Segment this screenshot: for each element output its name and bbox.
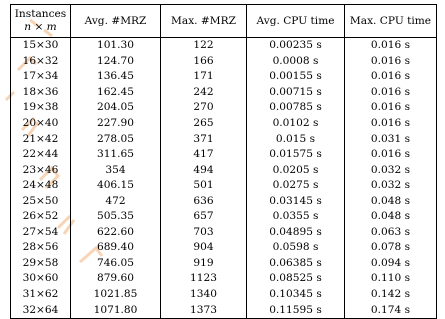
max-cpu-cell: 0.016 s [345, 100, 437, 116]
max-cpu-cell: 0.016 s [345, 38, 437, 54]
table-row [11, 302, 437, 318]
max-mrz-cell: 242 [161, 85, 247, 101]
max-mrz-cell: 501 [161, 178, 247, 194]
table-row [11, 193, 437, 209]
avg-mrz-cell: 354 [71, 162, 161, 178]
max-cpu-cell: 0.016 s [345, 69, 437, 85]
max-cpu-cell: 0.174 s [345, 302, 437, 318]
avg-cpu-cell: 0.015 s [247, 131, 345, 147]
avg-mrz-cell: 505.35 [71, 209, 161, 225]
table-body [11, 38, 437, 319]
avg-mrz-cell: 101.30 [71, 38, 161, 54]
instance-cell: 25×50 [11, 193, 71, 209]
header-avg-cpu: Avg. CPU time [247, 5, 345, 38]
instance-cell: 17×34 [11, 69, 71, 85]
instance-cell: 31×62 [11, 287, 71, 303]
max-cpu-cell: 0.110 s [345, 271, 437, 287]
max-mrz-cell: 270 [161, 100, 247, 116]
table-row [11, 240, 437, 256]
table-row [11, 287, 437, 303]
instance-cell: 29×58 [11, 256, 71, 272]
avg-cpu-cell: 0.10345 s [247, 287, 345, 303]
instance-cell: 19×38 [11, 100, 71, 116]
max-cpu-cell: 0.048 s [345, 193, 437, 209]
max-cpu-cell: 0.031 s [345, 131, 437, 147]
table-row [11, 131, 437, 147]
max-mrz-cell: 657 [161, 209, 247, 225]
max-mrz-cell: 494 [161, 162, 247, 178]
table-row [11, 100, 437, 116]
instance-cell: 22×44 [11, 147, 71, 163]
header-instances-label: Instances [14, 8, 67, 20]
avg-cpu-cell: 0.00715 s [247, 85, 345, 101]
header-instances-sub: n × m [24, 21, 57, 33]
table-row [11, 54, 437, 70]
header-row [11, 5, 437, 38]
avg-mrz-cell: 879.60 [71, 271, 161, 287]
instance-cell: 30×60 [11, 271, 71, 287]
avg-cpu-cell: 0.00155 s [247, 69, 345, 85]
max-mrz-cell: 371 [161, 131, 247, 147]
max-cpu-cell: 0.094 s [345, 256, 437, 272]
avg-mrz-cell: 689.40 [71, 240, 161, 256]
instance-cell: 15×30 [11, 38, 71, 54]
max-cpu-cell: 0.016 s [345, 116, 437, 132]
instance-cell: 18×36 [11, 85, 71, 101]
avg-mrz-cell: 622.60 [71, 225, 161, 241]
avg-mrz-cell: 204.05 [71, 100, 161, 116]
avg-mrz-cell: 278.05 [71, 131, 161, 147]
avg-mrz-cell: 311.65 [71, 147, 161, 163]
avg-cpu-cell: 0.0355 s [247, 209, 345, 225]
instance-cell: 27×54 [11, 225, 71, 241]
avg-cpu-cell: 0.01575 s [247, 147, 345, 163]
instance-cell: 21×42 [11, 131, 71, 147]
max-cpu-cell: 0.032 s [345, 178, 437, 194]
instance-cell: 16×32 [11, 54, 71, 70]
max-mrz-cell: 122 [161, 38, 247, 54]
max-cpu-cell: 0.142 s [345, 287, 437, 303]
max-mrz-cell: 904 [161, 240, 247, 256]
table-row [11, 225, 437, 241]
avg-cpu-cell: 0.00785 s [247, 100, 345, 116]
avg-mrz-cell: 472 [71, 193, 161, 209]
max-mrz-cell: 265 [161, 116, 247, 132]
max-mrz-cell: 1340 [161, 287, 247, 303]
avg-cpu-cell: 0.00235 s [247, 38, 345, 54]
max-cpu-cell: 0.032 s [345, 162, 437, 178]
table-row [11, 162, 437, 178]
avg-mrz-cell: 746.05 [71, 256, 161, 272]
avg-mrz-cell: 124.70 [71, 54, 161, 70]
avg-cpu-cell: 0.0275 s [247, 178, 345, 194]
max-cpu-cell: 0.048 s [345, 209, 437, 225]
table-row [11, 178, 437, 194]
table-row [11, 85, 437, 101]
table-row [11, 116, 437, 132]
avg-cpu-cell: 0.0598 s [247, 240, 345, 256]
table-row [11, 38, 437, 54]
header-max-mrz: Max. #MRZ [161, 5, 247, 38]
max-mrz-cell: 703 [161, 225, 247, 241]
max-mrz-cell: 166 [161, 54, 247, 70]
avg-cpu-cell: 0.03145 s [247, 193, 345, 209]
table-row [11, 147, 437, 163]
avg-mrz-cell: 162.45 [71, 85, 161, 101]
avg-mrz-cell: 136.45 [71, 69, 161, 85]
instance-cell: 24×48 [11, 178, 71, 194]
avg-cpu-cell: 0.0205 s [247, 162, 345, 178]
max-mrz-cell: 1373 [161, 302, 247, 318]
avg-cpu-cell: 0.0102 s [247, 116, 345, 132]
max-mrz-cell: 1123 [161, 271, 247, 287]
header-instances [11, 5, 71, 38]
max-cpu-cell: 0.016 s [345, 54, 437, 70]
max-mrz-cell: 417 [161, 147, 247, 163]
avg-cpu-cell: 0.04895 s [247, 225, 345, 241]
max-cpu-cell: 0.063 s [345, 225, 437, 241]
header-avg-mrz: Avg. #MRZ [71, 5, 161, 38]
max-mrz-cell: 171 [161, 69, 247, 85]
table-row [11, 209, 437, 225]
avg-cpu-cell: 0.0008 s [247, 54, 345, 70]
avg-cpu-cell: 0.08525 s [247, 271, 345, 287]
instance-cell: 32×64 [11, 302, 71, 318]
max-cpu-cell: 0.016 s [345, 85, 437, 101]
results-table [10, 4, 437, 319]
header-max-cpu: Max. CPU time [345, 5, 437, 38]
table-row [11, 69, 437, 85]
max-mrz-cell: 636 [161, 193, 247, 209]
max-mrz-cell: 919 [161, 256, 247, 272]
instance-cell: 26×52 [11, 209, 71, 225]
max-cpu-cell: 0.016 s [345, 147, 437, 163]
avg-cpu-cell: 0.06385 s [247, 256, 345, 272]
max-cpu-cell: 0.078 s [345, 240, 437, 256]
avg-mrz-cell: 406.15 [71, 178, 161, 194]
instance-cell: 28×56 [11, 240, 71, 256]
table-row [11, 271, 437, 287]
avg-cpu-cell: 0.11595 s [247, 302, 345, 318]
instance-cell: 23×46 [11, 162, 71, 178]
avg-mrz-cell: 1021.85 [71, 287, 161, 303]
table-row [11, 256, 437, 272]
avg-mrz-cell: 227.90 [71, 116, 161, 132]
instance-cell: 20×40 [11, 116, 71, 132]
avg-mrz-cell: 1071.80 [71, 302, 161, 318]
